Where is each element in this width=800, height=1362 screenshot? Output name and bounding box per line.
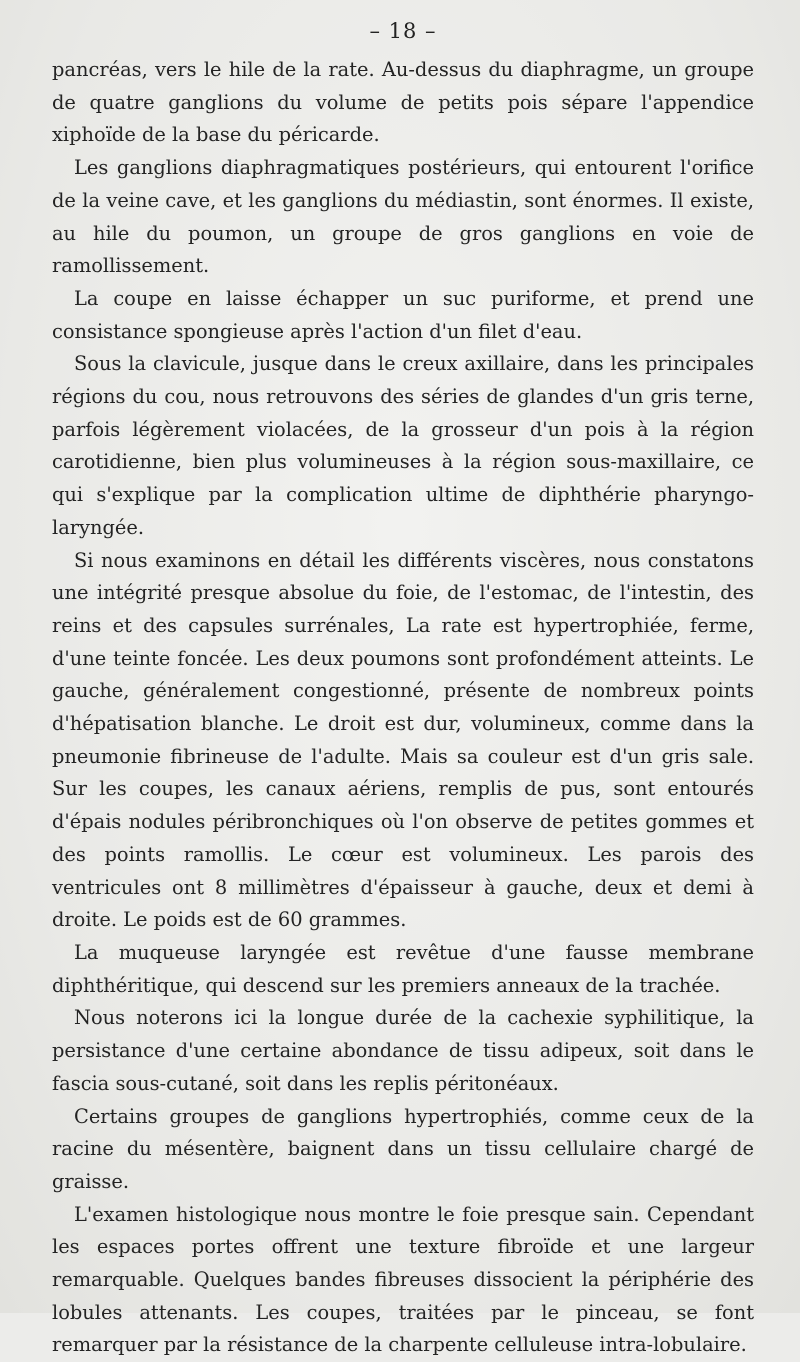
paragraph: La coupe en laisse échapper un suc puriforme, et prend une consistance spongieuse après l'action d'un filet d'eau. xyxy=(52,286,754,343)
body-text xyxy=(52,54,754,1362)
paragraph: Certains groupes de ganglions hypertrophiés, comme ceux de la racine du mésentère, baignent dans un tissu cellulaire chargé de graisse. xyxy=(52,1104,754,1193)
paragraph: Nous noterons ici la longue durée de la cachexie syphilitique, la persistance d'une certaine abondance de tissu adipeux, soit dans le fascia sous-cutané, soit dans les replis péritonéaux. xyxy=(52,1006,754,1095)
paragraph: La muqueuse laryngée est revêtue d'une fausse membrane diphthéritique, qui descend sur les premiers anneaux de la trachée. xyxy=(52,940,754,997)
paragraph: Sous la clavicule, jusque dans le creux axillaire, dans les principales régions du cou, nous retrouvons des séries de glandes d'un gris terne, parfois légèrement violacées, de la grosseur d'un pois à la région carotidienne, bien plus volumineuses à la région sous-maxillaire, ce qui s'explique par la complication ultime de diphthérie pharyngo-laryngée. xyxy=(52,352,754,539)
paragraph: pancréas, vers le hile de la rate. Au-dessus du diaphragme, un groupe de quatre ganglions du volume de petits pois sépare l'appendice xiphoïde de la base du péricarde. xyxy=(52,58,754,147)
paragraph: L'examen histologique nous montre le foie presque sain. Cependant les espaces portes offrent une texture fibroïde et une largeur remarquable. Quelques bandes fibreuses dissocient la périphérie des lobules attenants. Les coupes, traitées par le pinceau, se font remarquer par la résistance de la charpente celluleuse intra-lobulaire. xyxy=(52,1202,754,1357)
paragraph: Les ganglions diaphragmatiques postérieurs, qui entourent l'orifice de la veine cave, et les ganglions du médiastin, sont énormes. Il existe, au hile du poumon, un groupe de gros ganglions en voie de ramollissement. xyxy=(52,156,754,278)
page-number: – 18 – xyxy=(369,19,437,43)
paragraph: Si nous examinons en détail les différents viscères, nous constatons une intégrité presque absolue du foie, de l'estomac, de l'intestin, des reins et des capsules surrénales, La rate est hypertrophiée, ferme, d'une teinte foncée. Les deux poumons sont profondément atteints. Le gauche, généralement congestionné, présente de nombreux points d'hépatisation blanche. Le droit est dur, volumineux, comme dans la pneumonie fibrineuse de l'adulte. Mais sa couleur est d'un gris sale. Sur les coupes, les canaux aériens, remplis de pus, sont entourés d'épais nodules péribronchiques où l'on observe de petites gommes et des points ramollis. Le cœur est volumineux. Les parois des ventricules ont 8 millimètres d'épaisseur à gauche, deux et demi à droite. Le poids est de 60 grammes. xyxy=(52,548,754,932)
